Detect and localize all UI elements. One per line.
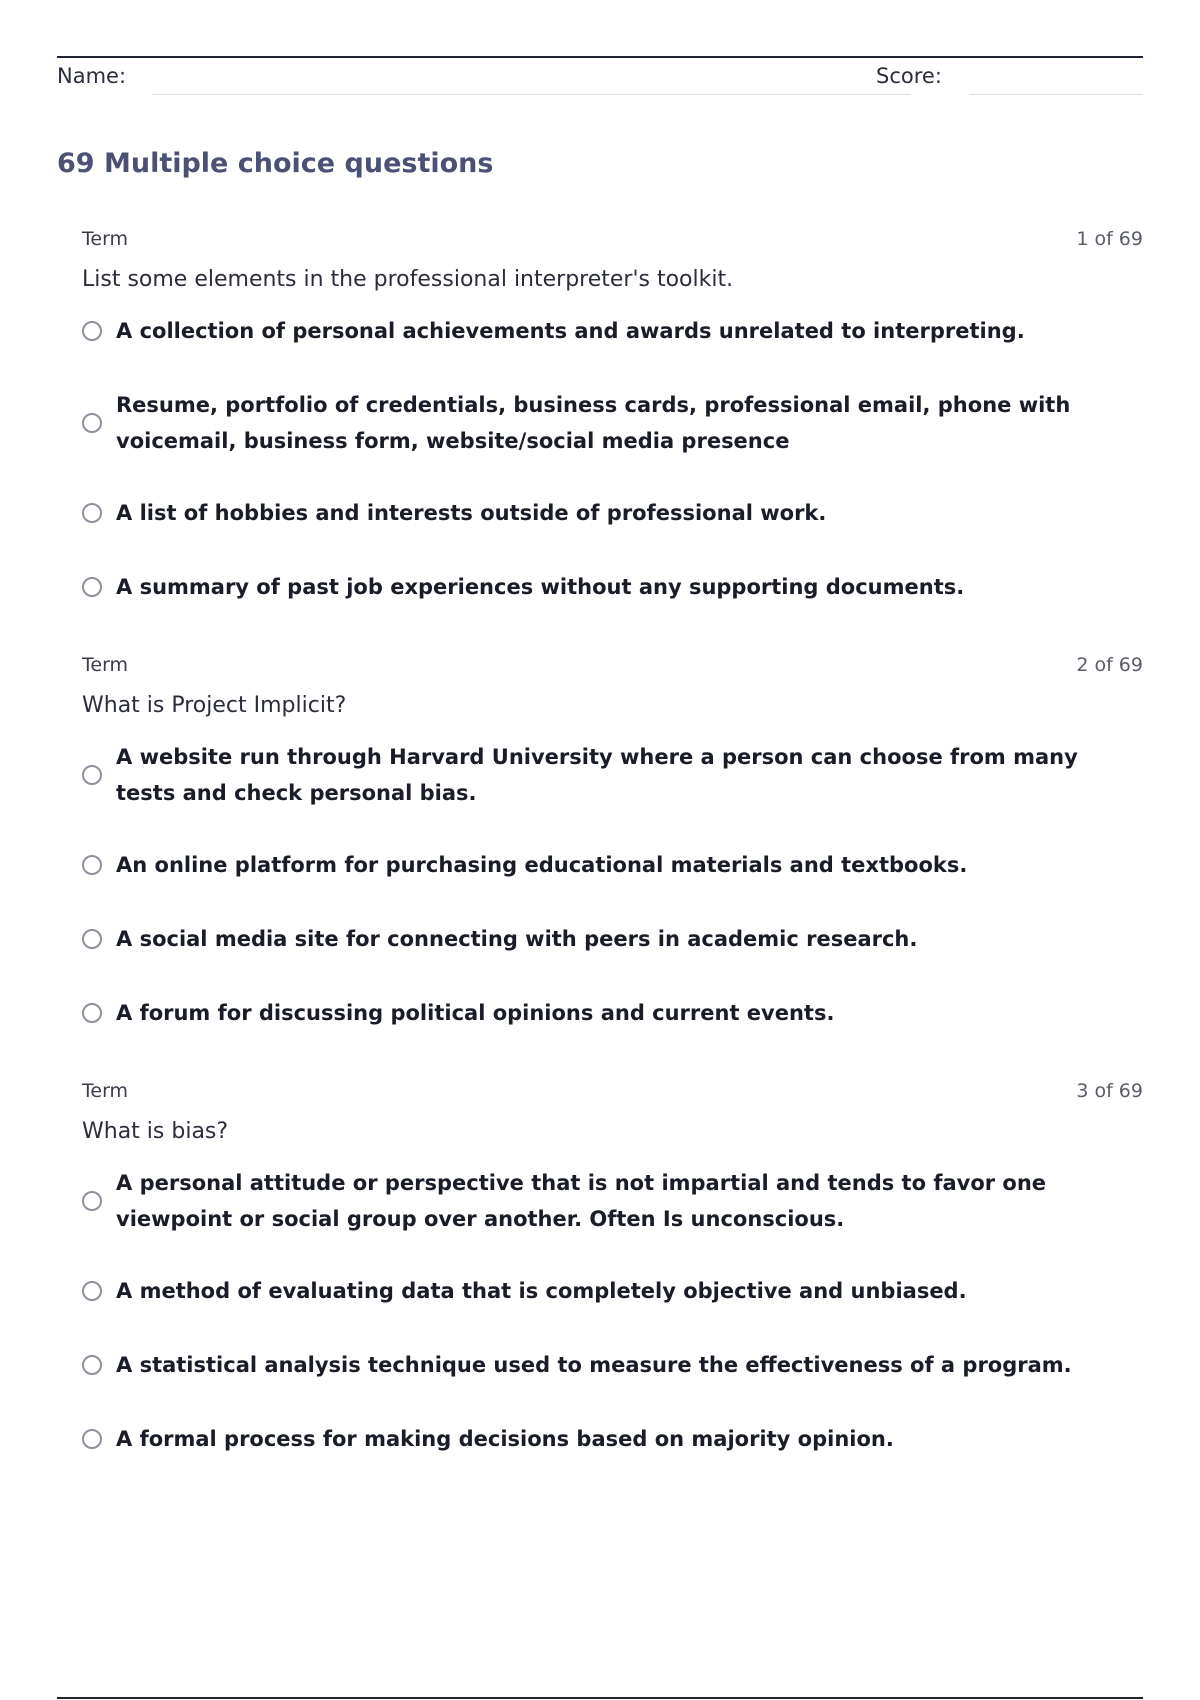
score-label: Score: xyxy=(876,64,942,88)
radio-button-icon[interactable] xyxy=(82,1281,102,1301)
answer-option[interactable] xyxy=(82,1347,1143,1383)
answer-option-text: A summary of past job experiences without any supporting documents. xyxy=(116,575,965,599)
answer-option-text: A forum for discussing political opinions and current events. xyxy=(116,1001,835,1025)
name-label: Name: xyxy=(57,64,127,88)
question-block xyxy=(82,1080,1143,1495)
answer-option[interactable] xyxy=(82,847,1143,883)
question-label: Term xyxy=(82,654,129,676)
radio-button-icon[interactable] xyxy=(82,1355,102,1375)
radio-button-icon[interactable] xyxy=(82,413,102,433)
question-prompt: What is Project Implicit? xyxy=(82,693,347,718)
answer-option-text: A personal attitude or perspective that is not impartial and tends to favor one viewpoint or social group over another. Often Is unconscious. xyxy=(116,1171,1047,1231)
radio-button-icon[interactable] xyxy=(82,1429,102,1449)
score-field[interactable] xyxy=(969,94,1143,95)
radio-button-icon[interactable] xyxy=(82,1191,102,1211)
answer-options xyxy=(82,313,1143,605)
question-prompt: List some elements in the professional interpreter's toolkit. xyxy=(82,267,734,292)
name-field[interactable] xyxy=(152,94,911,95)
question-label: Term xyxy=(82,228,129,250)
question-header xyxy=(82,1080,1143,1110)
answer-option-text: A formal process for making decisions based on majority opinion. xyxy=(116,1427,894,1451)
radio-button-icon[interactable] xyxy=(82,929,102,949)
question-prompt: What is bias? xyxy=(82,1119,229,1144)
answer-option[interactable] xyxy=(82,921,1143,957)
question-block xyxy=(82,228,1143,643)
answer-option-text: A website run through Harvard University where a person can choose from many tests and check personal bias. xyxy=(116,745,1078,805)
radio-button-icon[interactable] xyxy=(82,577,102,597)
question-header xyxy=(82,228,1143,258)
answer-option-text: A list of hobbies and interests outside of professional work. xyxy=(116,501,827,525)
radio-button-icon[interactable] xyxy=(82,503,102,523)
answer-options xyxy=(82,739,1143,1031)
question-counter: 3 of 69 xyxy=(1076,1080,1143,1102)
answer-option-text: Resume, portfolio of credentials, business cards, professional email, phone with voicemail, business form, website/social media presence xyxy=(116,393,1071,453)
answer-option[interactable] xyxy=(82,495,1143,531)
question-counter: 1 of 69 xyxy=(1076,228,1143,250)
answer-options xyxy=(82,1165,1143,1457)
answer-option[interactable] xyxy=(82,313,1143,349)
answer-option[interactable] xyxy=(82,739,1143,811)
bottom-divider xyxy=(57,1697,1143,1699)
radio-button-icon[interactable] xyxy=(82,855,102,875)
section-title: 69 Multiple choice questions xyxy=(57,148,494,179)
radio-button-icon[interactable] xyxy=(82,321,102,341)
answer-option-text: A collection of personal achievements and awards unrelated to interpreting. xyxy=(116,319,1025,343)
answer-option[interactable] xyxy=(82,995,1143,1031)
answer-option[interactable] xyxy=(82,569,1143,605)
question-header xyxy=(82,654,1143,684)
answer-option[interactable] xyxy=(82,1421,1143,1457)
answer-option[interactable] xyxy=(82,387,1143,459)
question-block xyxy=(82,654,1143,1069)
question-label: Term xyxy=(82,1080,129,1102)
name-score-row xyxy=(57,62,1143,98)
answer-option-text: An online platform for purchasing educational materials and textbooks. xyxy=(116,853,968,877)
radio-button-icon[interactable] xyxy=(82,1003,102,1023)
answer-option[interactable] xyxy=(82,1273,1143,1309)
radio-button-icon[interactable] xyxy=(82,765,102,785)
top-divider xyxy=(57,56,1143,58)
answer-option-text: A social media site for connecting with peers in academic research. xyxy=(116,927,918,951)
answer-option-text: A statistical analysis technique used to measure the effectiveness of a program. xyxy=(116,1353,1072,1377)
question-counter: 2 of 69 xyxy=(1076,654,1143,676)
answer-option-text: A method of evaluating data that is completely objective and unbiased. xyxy=(116,1279,967,1303)
answer-option[interactable] xyxy=(82,1165,1143,1237)
